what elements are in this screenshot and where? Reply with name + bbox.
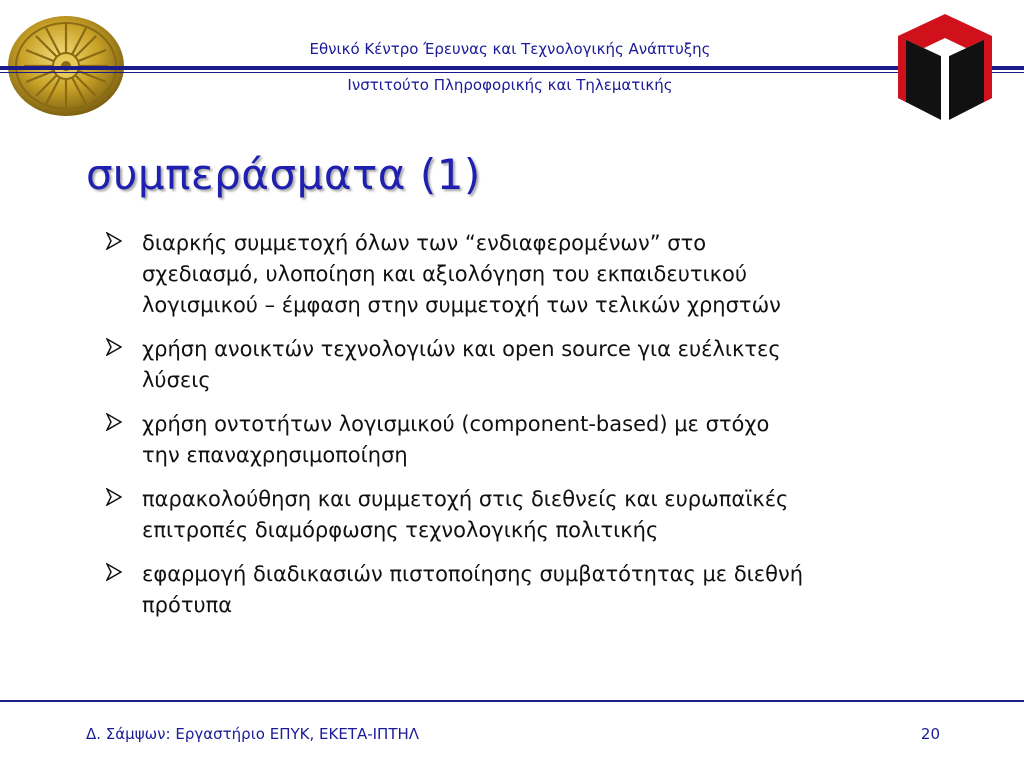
bullet-text-line: διαρκής συμμετοχή όλων των “ενδιαφερομένων” στο	[142, 231, 707, 255]
arrowhead-bullet-icon	[106, 338, 122, 356]
bullet-item	[106, 228, 966, 321]
header-rule-thick	[0, 66, 1024, 70]
bullet-text-line: εφαρμογή διαδικασιών πιστοποίησης συμβατότητας με διεθνή	[142, 562, 804, 586]
bullet-text-line: πρότυπα	[142, 593, 233, 617]
institute-name: Ινστιτούτο Πληροφορικής και Τηλεματικής	[347, 76, 673, 94]
bullet-text-line: χρήση οντοτήτων λογισμικού (component-based) με στόχο	[142, 412, 770, 436]
bullet-item	[106, 559, 966, 621]
page-number: 20	[920, 725, 940, 743]
bullet-item	[106, 409, 966, 471]
bullet-text-line: την επαναχρησιμοποίηση	[142, 443, 408, 467]
header-rule-thin	[0, 72, 1024, 73]
arrowhead-bullet-icon	[106, 488, 122, 506]
arrowhead-bullet-icon	[106, 563, 122, 581]
slide-title: συμπεράσματα (1)	[86, 150, 481, 199]
bullet-text-line: λογισμικού – έμφαση στην συμμετοχή των τελικών χρηστών	[142, 293, 781, 317]
bullet-list	[106, 228, 966, 634]
footer-author: Δ. Σάμψων: Εργαστήριο ΕΠΥΚ, ΕΚΕΤΑ-ΙΠΤΗΛ	[86, 725, 420, 743]
bullet-text-line: χρήση ανοικτών τεχνολογιών και open source για ευέλικτες	[142, 337, 781, 361]
arrowhead-bullet-icon	[106, 232, 122, 250]
bullet-text-line: λύσεις	[142, 368, 211, 392]
bullet-text-line: σχεδιασμό, υλοποίηση και αξιολόγηση του εκπαιδευτικού	[142, 262, 748, 286]
footer-rule	[0, 700, 1024, 702]
red-black-cube-logo	[894, 10, 996, 124]
bullet-text-line: επιτροπές διαμόρφωσης τεχνολογικής πολιτικής	[142, 518, 659, 542]
organization-name: Εθνικό Κέντρο Έρευνας και Τεχνολογικής Ανάπτυξης	[309, 40, 711, 58]
bullet-item	[106, 334, 966, 396]
bullet-item	[106, 484, 966, 546]
gold-sun-medallion-logo	[0, 10, 128, 118]
bullet-text-line: παρακολούθηση και συμμετοχή στις διεθνείς και ευρωπαϊκές	[142, 487, 789, 511]
arrowhead-bullet-icon	[106, 413, 122, 431]
